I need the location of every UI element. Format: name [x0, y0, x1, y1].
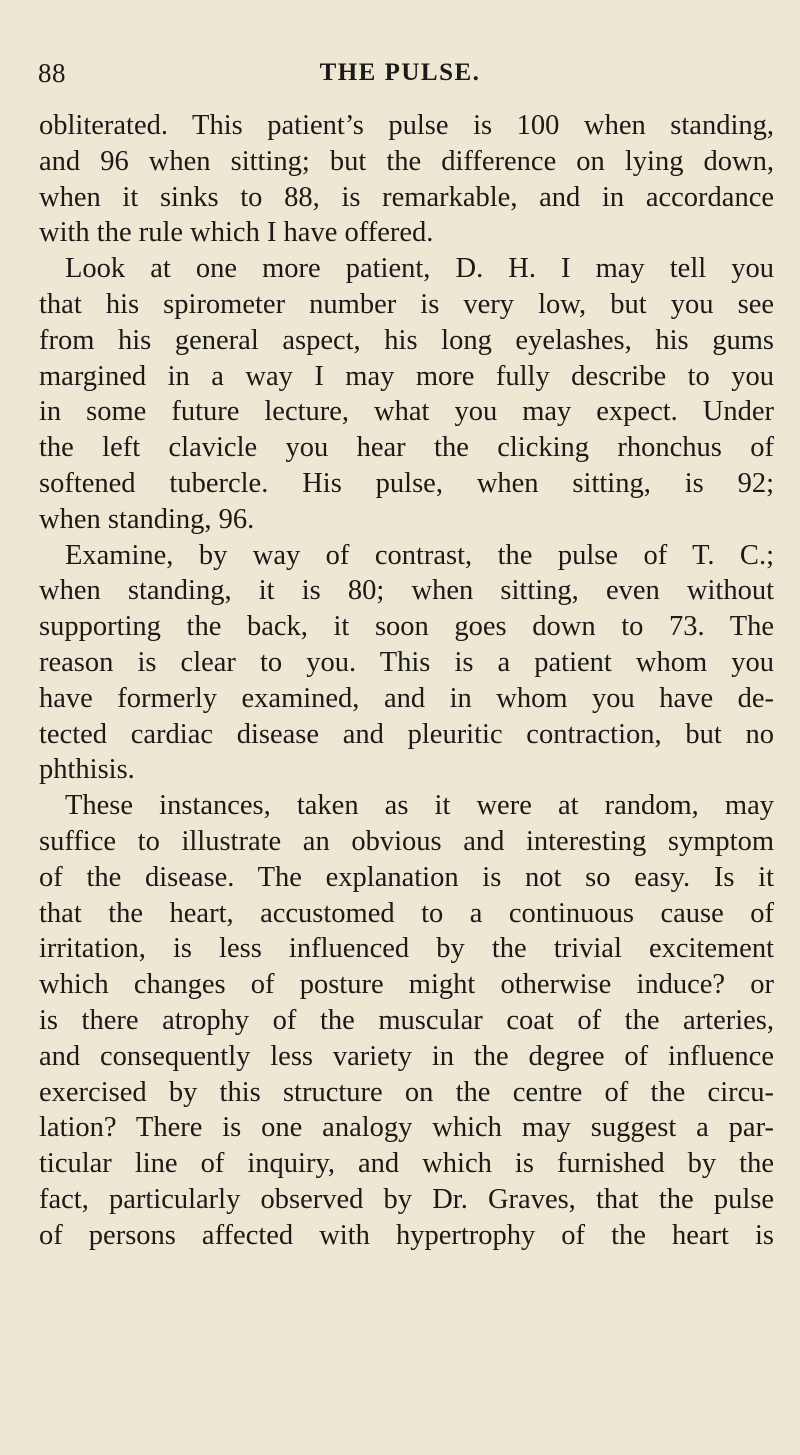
text-line: that the heart, accustomed to a continuous cause of	[39, 897, 774, 929]
text-line: is there atrophy of the muscular coat of the arteries,	[39, 1004, 774, 1036]
text-line: tected cardiac disease and pleuritic contraction, but no	[39, 718, 774, 750]
text-line: reason is clear to you. This is a patient whom you	[39, 646, 774, 678]
running-head: THE PULSE.	[319, 59, 481, 86]
text-line: have formerly examined, and in whom you have de-	[39, 682, 774, 714]
text-line: ticular line of inquiry, and which is furnished by the	[39, 1148, 774, 1180]
text-line: suffice to illustrate an obvious and interesting symptom	[39, 825, 774, 857]
body-text	[39, 108, 774, 1254]
text-line: fact, particularly observed by Dr. Graves, that the pulse	[39, 1183, 774, 1215]
text-line: irritation, is less influenced by the trivial excitement	[39, 933, 774, 965]
text-line: phthisis.	[39, 754, 135, 786]
text-line: when standing, 96.	[39, 503, 255, 535]
text-line: with the rule which I have offered.	[39, 217, 434, 249]
text-line: obliterated. This patient’s pulse is 100 when standing,	[39, 110, 774, 141]
text-line: of persons affected with hypertrophy of the heart is	[39, 1219, 774, 1251]
page-number: 88	[38, 58, 66, 88]
text-line: Look at one more patient, D. H. I may tell you	[65, 253, 774, 285]
text-line: that his spirometer number is very low, but you see	[39, 288, 774, 320]
text-line: exercised by this structure on the centre of the circu-	[39, 1076, 774, 1108]
text-line: the left clavicle you hear the clicking rhonchus of	[39, 432, 774, 464]
text-line: margined in a way I may more fully describe to you	[39, 360, 774, 392]
text-line: from his general aspect, his long eyelashes, his gums	[39, 324, 774, 356]
text-line: and consequently less variety in the degree of influence	[39, 1040, 774, 1072]
text-line: These instances, taken as it were at random, may	[65, 790, 774, 822]
text-line: Examine, by way of contrast, the pulse of T. C.;	[65, 539, 774, 571]
text-line: when it sinks to 88, is remarkable, and in accordance	[39, 181, 774, 213]
text-line: and 96 when sitting; but the difference on lying down,	[39, 145, 774, 177]
text-line: when standing, it is 80; when sitting, even without	[39, 575, 774, 607]
text-line: lation? There is one analogy which may suggest a par-	[39, 1112, 774, 1144]
text-line: of the disease. The explanation is not so easy. Is it	[39, 861, 774, 893]
text-line: which changes of posture might otherwise induce? or	[39, 969, 774, 1001]
page-header	[0, 54, 800, 92]
text-line: supporting the back, it soon goes down to 73. The	[39, 611, 774, 643]
text-line: softened tubercle. His pulse, when sitting, is 92;	[39, 467, 774, 499]
text-line: in some future lecture, what you may expect. Under	[39, 396, 774, 428]
